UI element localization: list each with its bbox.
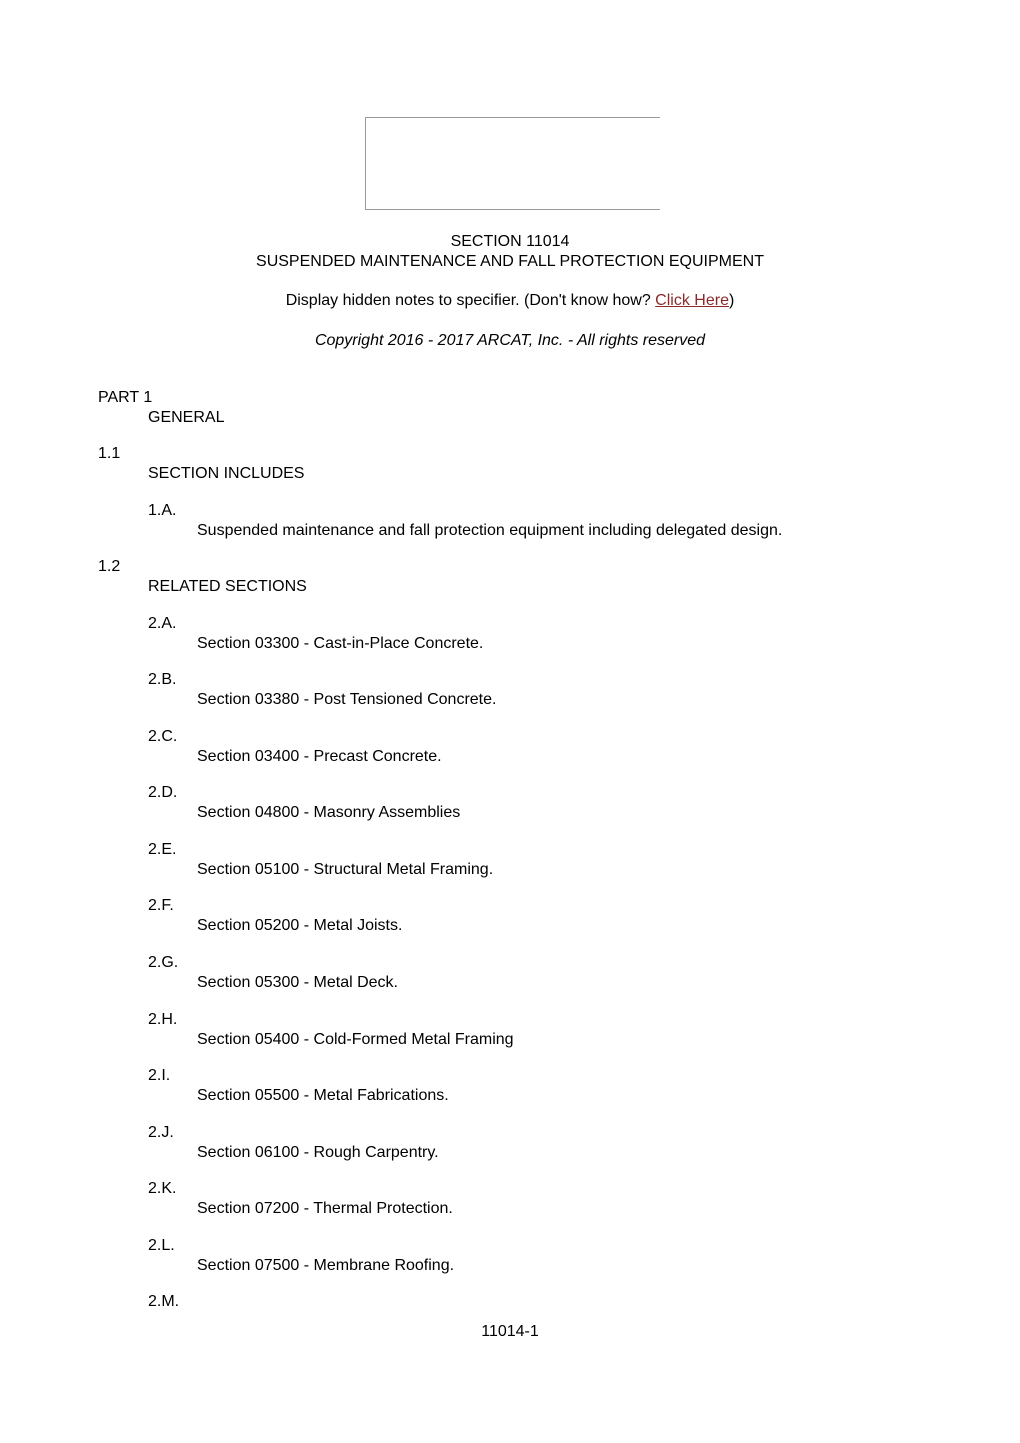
item-label: 2.M. xyxy=(148,1293,180,1310)
item-label: 2.J. xyxy=(148,1124,174,1141)
item-text: Section 03300 - Cast-in-Place Concrete. xyxy=(197,635,484,652)
item-text: Section 06100 - Rough Carpentry. xyxy=(197,1144,439,1161)
item-text: Section 05200 - Metal Joists. xyxy=(197,917,403,934)
article-number: 1.2 xyxy=(98,558,121,575)
section-number: SECTION 11014 xyxy=(450,233,570,250)
item-label: 2.E. xyxy=(148,841,177,858)
copyright-notice: Copyright 2016 - 2017 ARCAT, Inc. - All rights reserved xyxy=(314,332,706,349)
item-text: Section 05300 - Metal Deck. xyxy=(197,974,398,991)
item-text: Section 03380 - Post Tensioned Concrete. xyxy=(197,691,497,708)
click-here-link[interactable]: Click Here xyxy=(655,292,729,309)
section-title: SUSPENDED MAINTENANCE AND FALL PROTECTION EQUIPMENT xyxy=(256,253,764,270)
item-label: 2.G. xyxy=(148,954,179,971)
specifier-notes-close: ) xyxy=(728,292,735,309)
article-title: SECTION INCLUDES xyxy=(148,465,305,482)
item-label: 2.H. xyxy=(148,1011,178,1028)
item-label: 2.A. xyxy=(148,615,177,632)
item-label: 2.C. xyxy=(148,728,178,745)
article-number: 1.1 xyxy=(98,445,121,462)
part-title: GENERAL xyxy=(148,409,225,426)
item-text: Section 05100 - Structural Metal Framing. xyxy=(197,861,494,878)
article-title: RELATED SECTIONS xyxy=(148,578,307,595)
item-label: 2.B. xyxy=(148,671,177,688)
item-label: 1.A. xyxy=(148,502,177,519)
item-label: 2.L. xyxy=(148,1237,175,1254)
item-label: 2.F. xyxy=(148,897,174,914)
item-label: 2.I. xyxy=(148,1067,171,1084)
item-label: 2.D. xyxy=(148,784,178,801)
item-text: Section 04800 - Masonry Assemblies xyxy=(197,804,461,821)
item-text: Section 07500 - Membrane Roofing. xyxy=(197,1257,455,1274)
item-text: Section 03400 - Precast Concrete. xyxy=(197,748,442,765)
page-number: 11014-1 xyxy=(481,1323,539,1340)
item-text: Section 05500 - Metal Fabrications. xyxy=(197,1087,449,1104)
logo-placeholder xyxy=(365,117,660,210)
specifier-notes-line xyxy=(0,291,1020,311)
item-text: Section 07200 - Thermal Protection. xyxy=(197,1200,453,1217)
item-text: Suspended maintenance and fall protection equipment including delegated design. xyxy=(197,522,783,539)
part-label: PART 1 xyxy=(98,389,153,406)
item-text: Section 05400 - Cold-Formed Metal Framing xyxy=(197,1031,514,1048)
item-label: 2.K. xyxy=(148,1180,177,1197)
specifier-notes-text: Display hidden notes to specifier. (Don't know how? xyxy=(285,292,656,309)
